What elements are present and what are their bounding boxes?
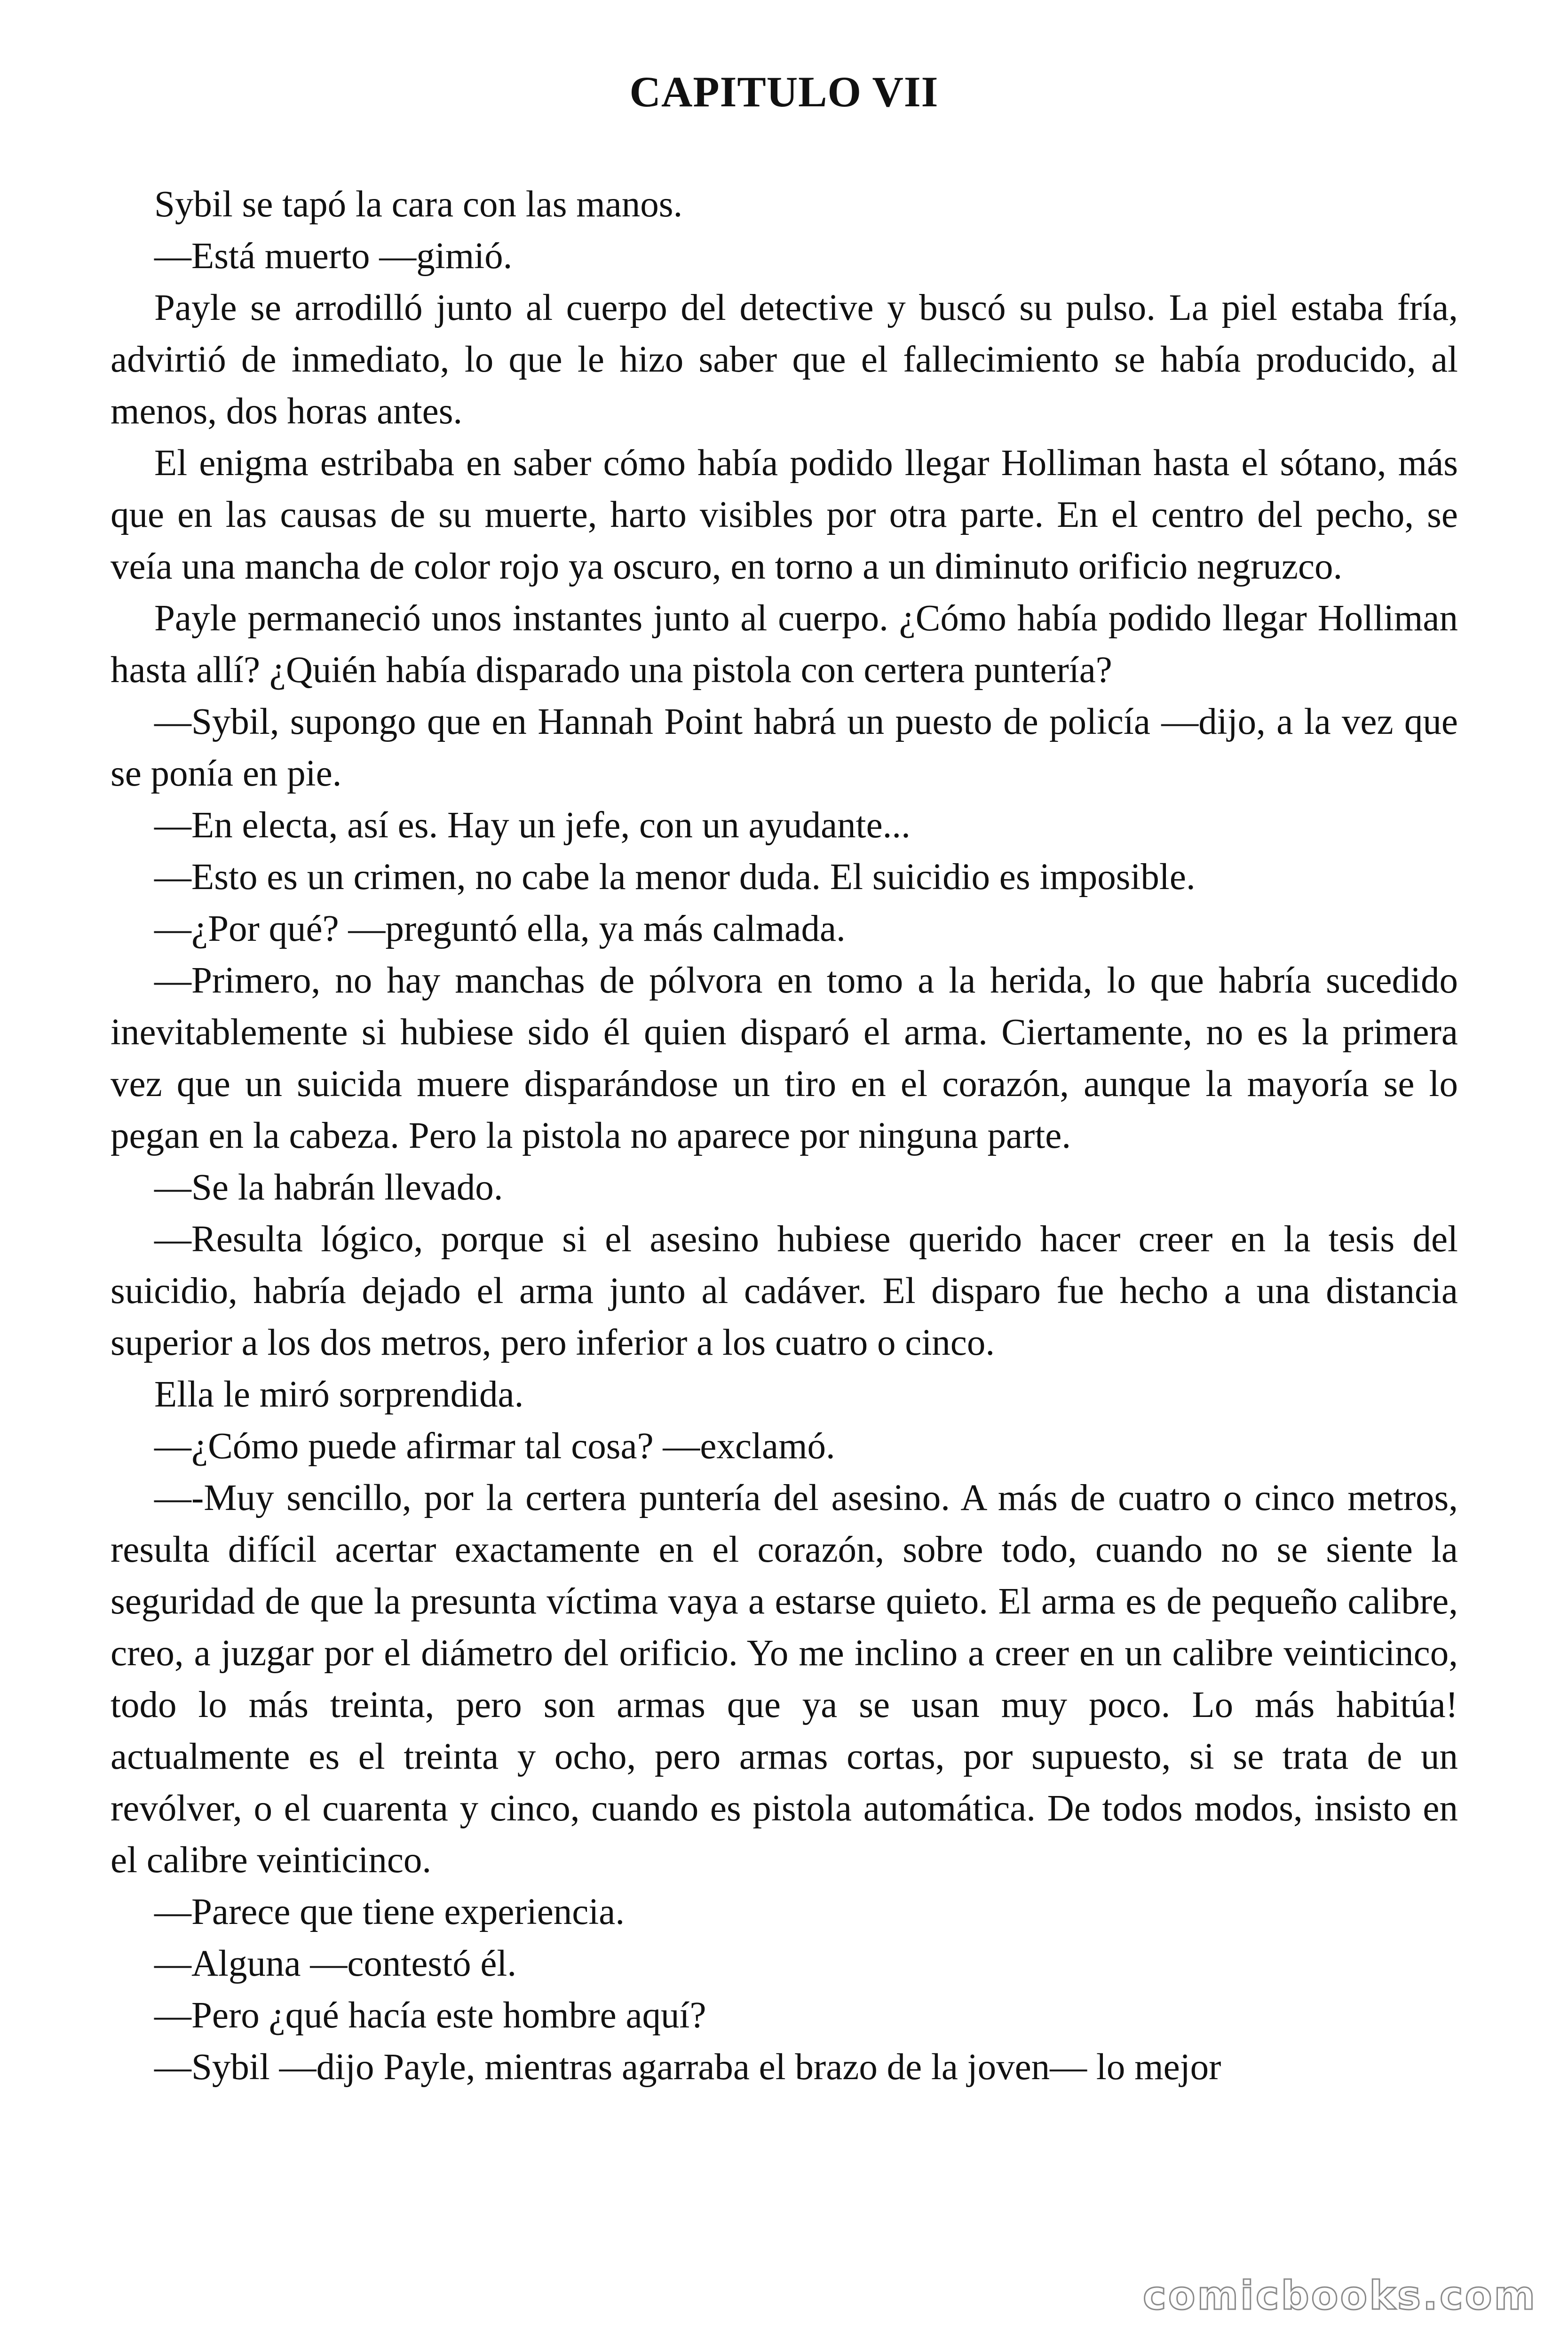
paragraph: El enigma estribaba en saber cómo había podido llegar Holliman hasta el sótano, más que en las causas de su muerte, harto visibles por otra parte. En el centro del pecho, se veía una mancha de color rojo ya oscuro, en torno a un diminuto orificio negruzco. xyxy=(111,443,1458,587)
paragraph: —Esto es un crimen, no cabe la menor duda. El suicidio es imposible. xyxy=(154,857,1196,898)
paragraph: Ella le miró sorprendida. xyxy=(154,1374,524,1415)
paragraph: —Parece que tiene experiencia. xyxy=(154,1891,625,1932)
paragraph: —-Muy sencillo, por la certera puntería del asesino. A más de cuatro o cinco metros, resulta difícil acertar exactamente en el corazón, sobre todo, cuando no se siente la seguridad de que la presunta víctima vaya a estarse quieto. El arma es de pequeño calibre, creo, a juzgar por el diámetro del orificio. Yo me inclino a creer en un calibre veinticinco, todo lo más treinta, pero son armas que ya se usan muy poco. Lo más habitúa! actualmente es el treinta y ocho, pero armas cortas, por supuesto, si se trata de un revólver, o el cuarenta y cinco, cuando es pistola automática. De todos modos, insisto en el calibre veinticinco. xyxy=(111,1478,1458,1881)
paragraph: —Está muerto —gimió. xyxy=(154,236,513,277)
paragraph: —Alguna —contestó él. xyxy=(154,1943,517,1984)
chapter-title: CAPITULO VII xyxy=(629,68,939,116)
paragraph: Payle permaneció unos instantes junto al cuerpo. ¿Cómo había podido llegar Holliman hasta allí? ¿Quién había disparado una pistola con certera puntería? xyxy=(111,598,1458,691)
paragraph: —En electa, así es. Hay un jefe, con un ayudante... xyxy=(154,805,911,846)
paragraph: Payle se arrodilló junto al cuerpo del detective y buscó su pulso. La piel estaba fría, advirtió de inmediato, lo que le hizo saber que el fallecimiento se había producido, al menos, dos horas antes. xyxy=(111,287,1458,432)
paragraph: —¿Por qué? —preguntó ella, ya más calmada. xyxy=(154,908,846,949)
paragraph-last: —Sybil —dijo Payle, mientras agarraba el brazo de la joven— lo mejor xyxy=(154,2047,1221,2088)
paragraph: Sybil se tapó la cara con las manos. xyxy=(154,184,683,225)
body-text xyxy=(111,179,1458,2093)
paragraph: —Pero ¿qué hacía este hombre aquí? xyxy=(154,1995,706,2036)
paragraph: —Sybil, supongo que en Hannah Point habrá un puesto de policía —dijo, a la vez que se ponía en pie. xyxy=(111,701,1458,794)
paragraph: —Resulta lógico, porque si el asesino hubiese querido hacer creer en la tesis del suicidio, habría dejado el arma junto al cadáver. El disparo fue hecho a una distancia superior a los dos metros, pero inferior a los cuatro o cinco. xyxy=(111,1219,1458,1363)
paragraph: —¿Cómo puede afirmar tal cosa? —exclamó. xyxy=(154,1426,835,1467)
paragraph: —Se la habrán llevado. xyxy=(154,1167,503,1208)
watermark: comicbooks.com xyxy=(1140,2272,1540,2319)
paragraph: —Primero, no hay manchas de pólvora en tomo a la herida, lo que habría sucedido inevitablemente si hubiese sido él quien disparó el arma. Ciertamente, no es la primera vez que un suicida muere disparándose un tiro en el corazón, aunque la mayoría se lo pegan en la cabeza. Pero la pistola no aparece por ninguna parte. xyxy=(111,960,1458,1156)
